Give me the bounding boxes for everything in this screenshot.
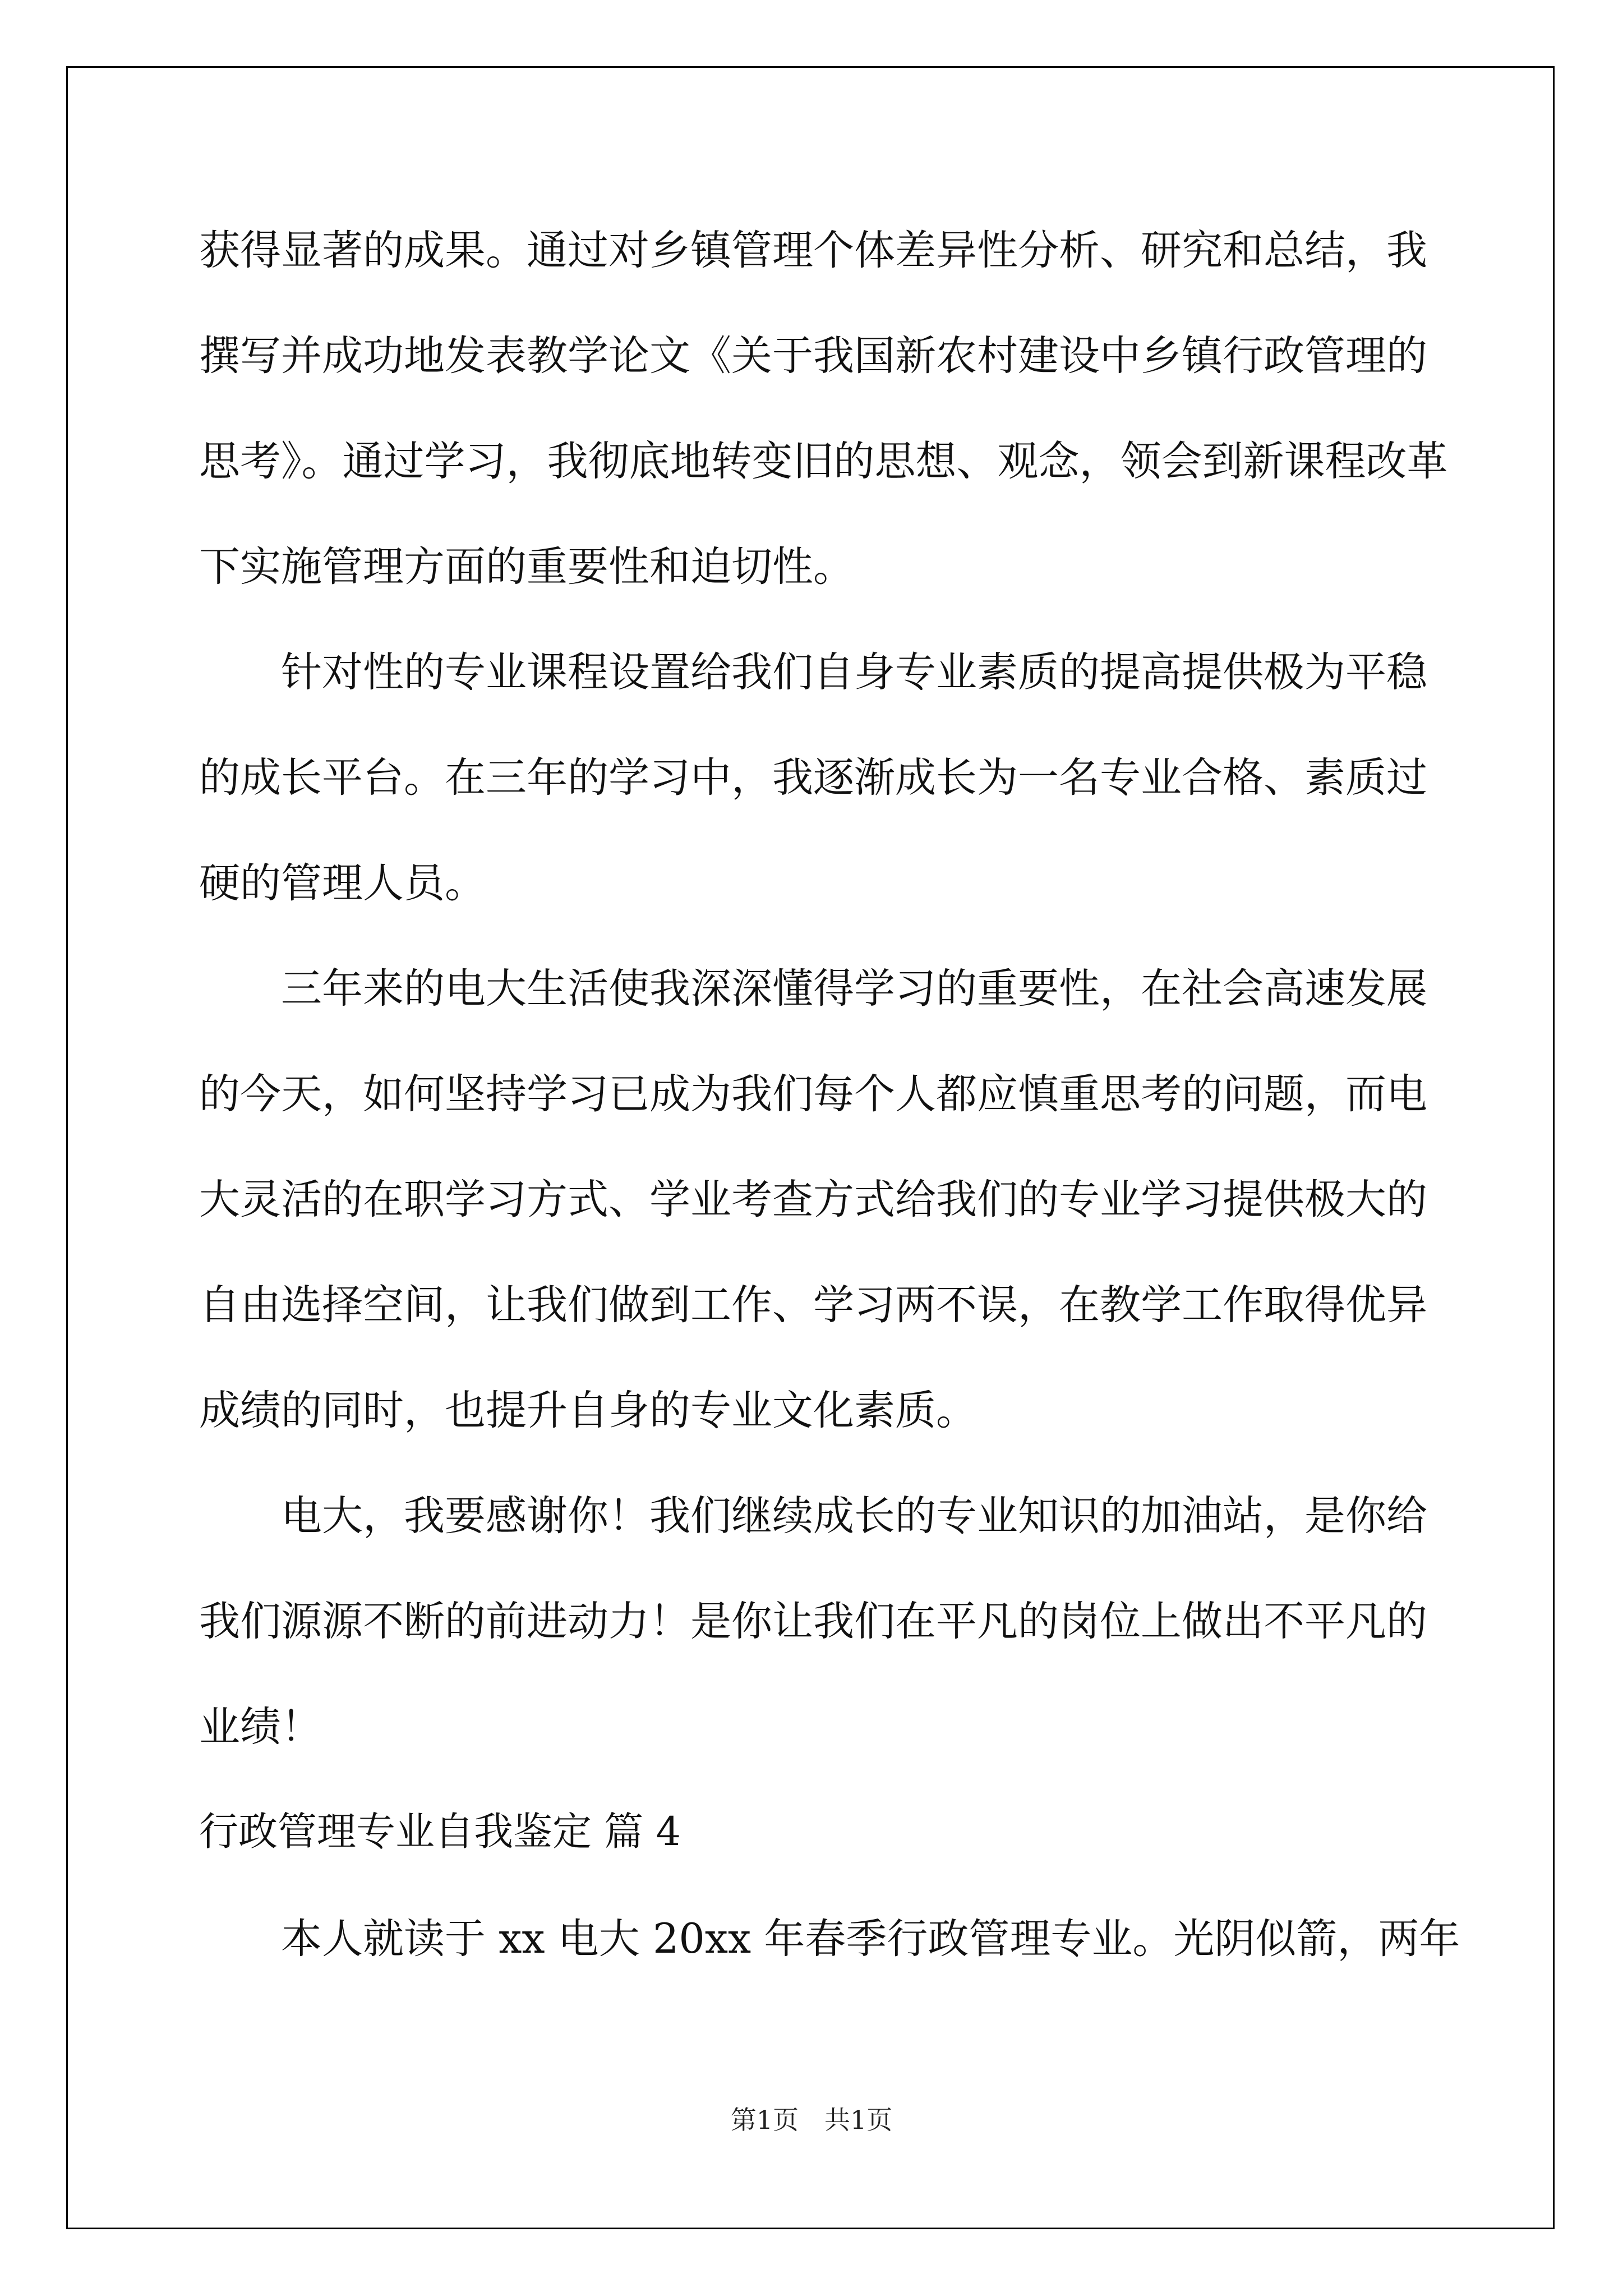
section-heading: 行政管理专业自我鉴定 篇 4	[199, 1809, 681, 1855]
paragraph-first-line: 三年来的电大生活使我深深懂得学习的重要性，在社会高速发展	[281, 965, 1427, 1013]
text-line: 业绩！	[199, 1703, 322, 1751]
paragraph-first-line: 电大，我要感谢你！我们继续成长的专业知识的加油站，是你给	[281, 1492, 1427, 1540]
text-line: 的今天，如何坚持学习已成为我们每个人都应慎重思考的问题，而电	[199, 1070, 1427, 1118]
text-line: 获得显著的成果。通过对乡镇管理个体差异性分析、研究和总结，我	[199, 227, 1427, 274]
text-line: 硬的管理人员。	[199, 859, 486, 907]
text-line: 我们源源不断的前进动力！是你让我们在平凡的岗位上做出不平凡的	[199, 1598, 1427, 1645]
text-line: 成绩的同时，也提升自身的专业文化素质。	[199, 1387, 977, 1434]
page-border	[66, 66, 1555, 2229]
paragraph-first-line: 本人就读于 xx 电大 20xx 年春季行政管理专业。光阴似箭，两年	[281, 1915, 1460, 1963]
text-line: 思考》。通过学习，我彻底地转变旧的思想、观念，领会到新课程改革	[199, 438, 1448, 485]
text-line: 撰写并成功地发表教学论文《关于我国新农村建设中乡镇行政管理的	[199, 332, 1427, 380]
text-line: 大灵活的在职学习方式、学业考查方式给我们的专业学习提供极大的	[199, 1176, 1427, 1223]
text-line: 自由选择空间，让我们做到工作、学习两不误，在教学工作取得优异	[199, 1281, 1427, 1329]
text-line: 的成长平台。在三年的学习中，我逐渐成长为一名专业合格、素质过	[199, 754, 1427, 802]
text-line: 下实施管理方面的重要性和迫切性。	[199, 543, 854, 591]
page-footer: 第1页 共1页	[730, 2105, 893, 2135]
paragraph-first-line: 针对性的专业课程设置给我们自身专业素质的提高提供极为平稳	[281, 648, 1427, 696]
